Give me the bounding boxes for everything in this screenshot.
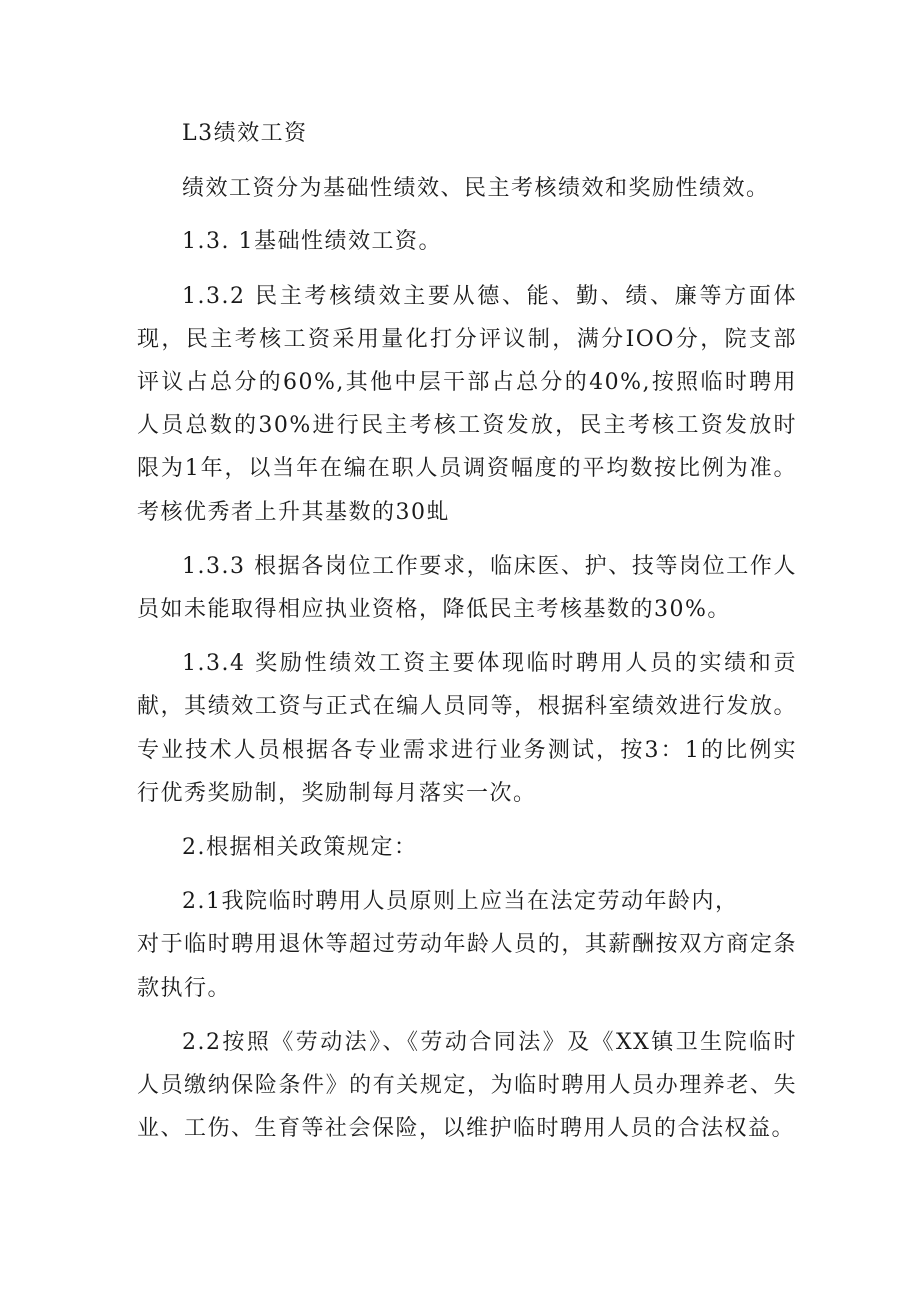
paragraph-2: 2.根据相关政策规定：	[182, 835, 418, 861]
document-body	[137, 112, 797, 1150]
paragraph-intro: 绩效工资分为基础性绩效、民主考核绩效和奖励性绩效。	[182, 176, 770, 202]
paragraph-1-3-3: 1.3.3 根据各岗位工作要求，临床医、护、技等岗位工作人员如未能取得相应执业资格，降低民主考核基数的30%。	[137, 553, 797, 623]
paragraph-1-3-2: 1.3.2 民主考核绩效主要从德、能、勤、绩、廉等方面体现，民主考核工资采用量化打分评议制，满分IOO分，院支部评议占总分的60%,其他中层干部占总分的40%,按照临时聘用人员总数的30%进行民主考核工资发放，民主考核工资发放时限为1年，以当年在编在职人员调资幅度的平均数按比例为准。考核优秀者上升其基数的30虬	[137, 283, 797, 525]
paragraph-1-3-4: 1.3.4 奖励性绩效工资主要体现临时聘用人员的实绩和贡献，其绩效工资与正式在编人员同等，根据科室绩效进行发放。专业技术人员根据各专业需求进行业务测试，按3：1的比例实行优秀奖励制，奖励制每月落实一次。	[137, 651, 797, 806]
paragraph-1-3-1: 1.3. 1基础性绩效工资。	[182, 229, 442, 255]
section-heading-l3: L3绩效工资	[182, 121, 308, 146]
paragraph-2-1-continuation: 对于临时聘用退休等超过劳动年龄人员的，其薪酬按双方商定条款执行。	[137, 932, 797, 1001]
paragraph-2-1-first-line: 2.1我院临时聘用人员原则上应当在法定劳动年龄内，	[182, 889, 739, 915]
paragraph-2-2: 2.2按照《劳动法》、《劳动合同法》及《XX镇卫生院临时人员缴纳保险条件》的有关规定，为临时聘用人员办理养老、失业、工伤、生育等社会保险，以维护临时聘用人员的合法权益。	[137, 1029, 797, 1142]
